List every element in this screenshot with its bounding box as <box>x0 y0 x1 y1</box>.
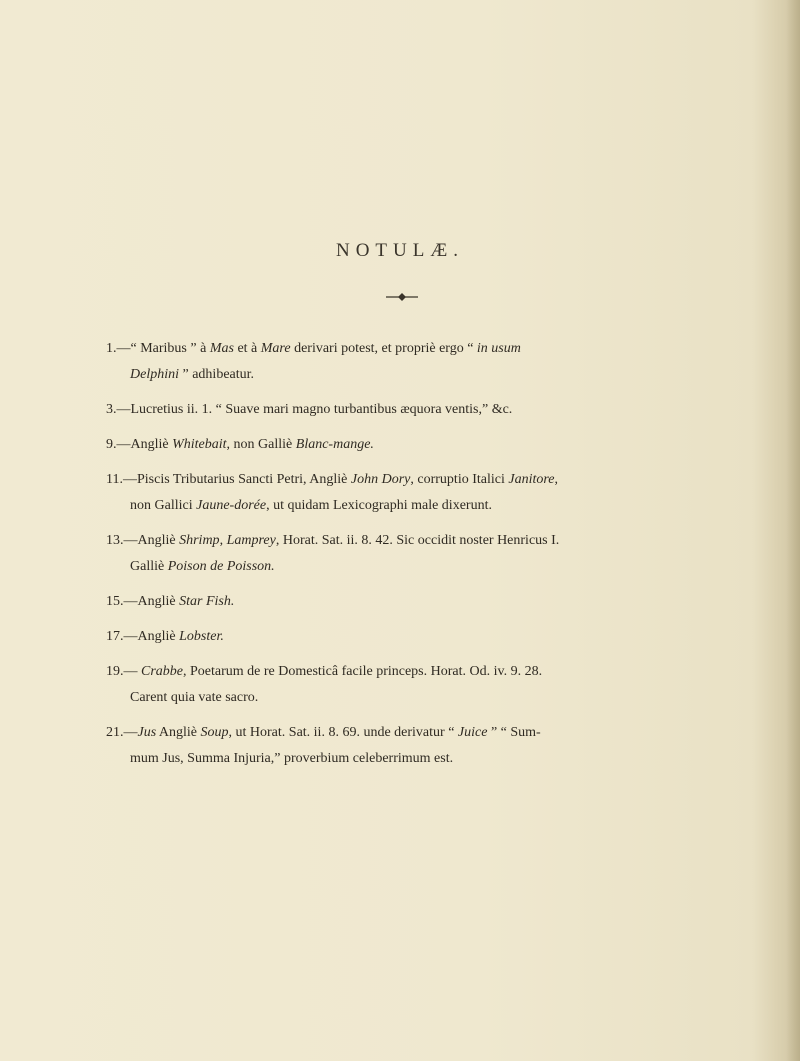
note-text: —Piscis Tributarius Sancti Petri, Angliè <box>122 472 351 487</box>
note-continuation <box>106 493 716 519</box>
page-edge-shadow <box>786 0 800 1061</box>
note-number: 17. <box>106 629 124 644</box>
italic-term: Mas <box>209 341 234 356</box>
note-text: Galliè <box>130 559 168 574</box>
note-text: —“ Maribus ” à <box>116 341 210 356</box>
italic-term: Blanc-mange. <box>295 437 374 452</box>
note-continuation <box>106 746 716 772</box>
note-number: 15 <box>106 594 120 609</box>
note-number: 9. <box>106 437 117 452</box>
italic-term: Lobster. <box>179 629 224 644</box>
note-item <box>106 397 716 423</box>
italic-term: Shrimp <box>179 533 220 548</box>
italic-term: Poison de Poisson. <box>167 559 275 574</box>
note-number: 13. <box>106 533 124 548</box>
note-number: 21. <box>106 725 124 740</box>
note-text: Angliè <box>156 725 201 740</box>
italic-term: Juice <box>457 725 488 740</box>
note-continuation <box>106 685 716 711</box>
note-text: et à <box>233 341 261 356</box>
note-text: —Angliè <box>116 437 173 452</box>
note-number: 1. <box>106 341 117 356</box>
note-number: 19. <box>106 664 124 679</box>
note-item <box>106 589 716 615</box>
note-text: — <box>123 664 141 679</box>
note-item <box>106 528 716 580</box>
notes-list <box>106 336 716 781</box>
note-number: 3. <box>106 402 117 417</box>
note-text: , ut Horat. Sat. ii. 8. 69. unde derivatur “ <box>228 725 458 740</box>
note-item <box>106 432 716 458</box>
italic-term: Star Fish. <box>179 594 235 609</box>
note-text: , non Galliè <box>226 437 296 452</box>
note-item <box>106 720 716 772</box>
italic-term: Soup <box>200 725 229 740</box>
note-text: , corruptio Italici <box>410 472 509 487</box>
note-text: —Angliè <box>123 533 180 548</box>
note-text: , <box>219 533 227 548</box>
divider-ornament <box>382 292 422 302</box>
note-text: — <box>123 725 138 740</box>
note-text: , <box>554 472 558 487</box>
note-text: ” “ Sum- <box>487 725 541 740</box>
note-item <box>106 659 716 711</box>
note-item <box>106 336 716 388</box>
page-title: NOTULÆ. <box>335 240 465 261</box>
italic-term: Crabbe <box>141 664 183 679</box>
italic-term: Delphini <box>130 367 179 382</box>
italic-term: Janitore <box>508 472 555 487</box>
note-text: —Lucretius ii. 1. “ Suave mari magno turbantibus æquora ventis,” &c. <box>116 402 513 417</box>
italic-term: Lamprey <box>226 533 276 548</box>
note-text: Carent quia vate sacro. <box>130 690 259 705</box>
note-text: , Horat. Sat. ii. 8. 42. Sic occidit noster Henricus I. <box>275 533 560 548</box>
note-number: 11. <box>106 472 123 487</box>
note-text: .—Angliè <box>120 594 180 609</box>
note-item <box>106 467 716 519</box>
note-text: mum Jus, Summa Injuria,” proverbium celeberrimum est. <box>130 751 454 766</box>
note-item <box>106 624 716 650</box>
note-text: , Poetarum de re Domesticâ facile princeps. Horat. Od. iv. 9. 28. <box>183 664 543 679</box>
italic-term: Mare <box>260 341 291 356</box>
italic-term: in usum <box>476 341 521 356</box>
note-continuation <box>106 362 716 388</box>
italic-term: Jaune-dorée <box>196 498 267 513</box>
note-text: —Angliè <box>123 629 180 644</box>
note-text: ” adhibeatur. <box>179 367 255 382</box>
italic-term: John Dory <box>350 472 411 487</box>
note-text: non Gallici <box>130 498 197 513</box>
note-text: derivari potest, et propriè ergo “ <box>290 341 477 356</box>
note-continuation <box>106 554 716 580</box>
italic-term: Jus <box>137 725 157 740</box>
italic-term: Whitebait <box>172 437 227 452</box>
note-text: , ut quidam Lexicographi male dixerunt. <box>266 498 492 513</box>
